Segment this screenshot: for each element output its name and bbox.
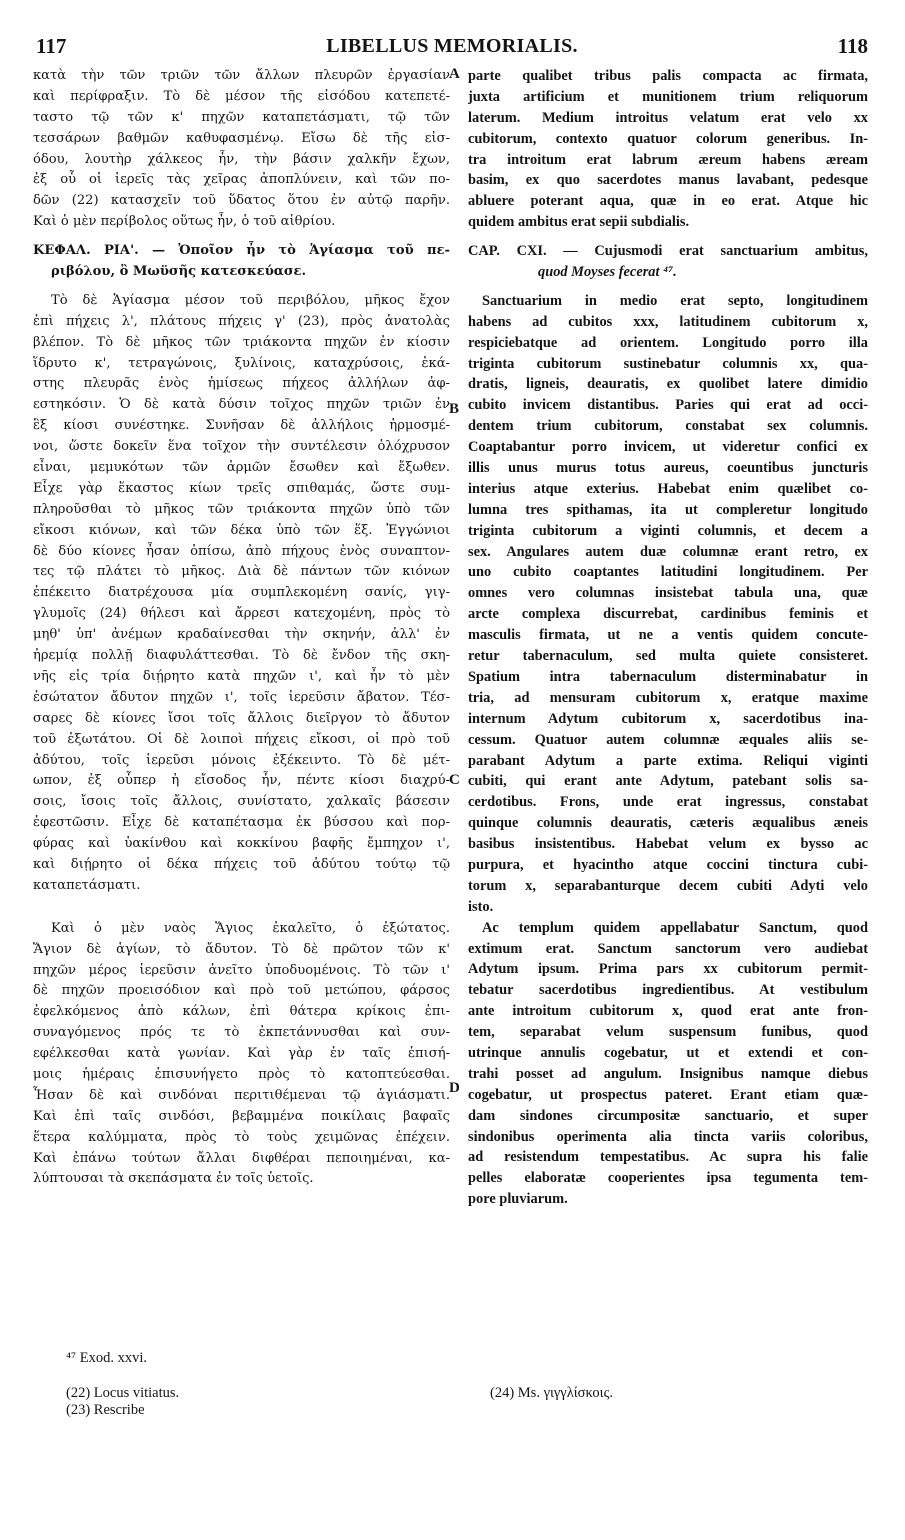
- text-line: φύρας καὶ ὑακίνθου καὶ κοκκίνου βαφῆς ἔμπηχον ι',: [33, 836, 450, 852]
- text-line: tem, separabat velum suspensum funibus, quod: [468, 1024, 868, 1041]
- text-line: Καὶ ὁ μὲν ναὸς Ἅγιος ἐκαλεῖτο, ὁ ἐξώτατος.: [51, 920, 450, 936]
- text-line: δὲ δύο κίονες ἦσαν ὀπίσω, ἀπὸ πήχους ἑνὸς συναπτον-: [33, 543, 450, 559]
- text-line: uno cubito coaptantes latitudini longitudinem. Per: [468, 564, 868, 581]
- text-line: Adytum ipsum. Prima pars xx cubitorum permit-: [468, 961, 868, 978]
- text-line: cessum. Quatuor autem columnæ æquales aliis se-: [468, 731, 868, 748]
- text-line: ωπον, ἐξ οὗπερ ἡ εἴσοδος ἦν, πέντε κίοσι διαχρύ-: [33, 773, 450, 789]
- text-line: quidem ambitus erat sepii subdialis.: [468, 214, 690, 231]
- text-line: cubito invicem distantibus. Paries qui erat ad occi-: [468, 397, 868, 414]
- footnote-24: (24) Ms. γιγγλίσκοις.: [490, 1385, 613, 1401]
- text-line: Καὶ ὁ μὲν περίβολος οὕτως ἦν, ὁ τοῦ αἰθρίου.: [33, 214, 336, 230]
- footnote-22: (22) Locus vitiatus.: [66, 1385, 180, 1401]
- text-line: Καὶ ἐπὶ ταῖς σινδόσι, βεβαμμένα ποικίλαις βαφαῖς: [33, 1108, 450, 1124]
- margin-letter: D: [449, 1080, 460, 1096]
- text-line: juxta artificium et munitionem trium reliquorum: [468, 88, 868, 105]
- text-line: ἓξ κίοσι συνέστηκε. Συνῆσαν δὲ ἀλλήλοις ἡρμοσμέ-: [33, 418, 450, 434]
- text-line: torum x, separabanturque decem cubiti Adyti velo: [468, 877, 868, 894]
- text-line: respiciebatque ad orientem. Longitudo porro illa: [468, 334, 868, 351]
- greek-column: [33, 66, 450, 1190]
- page-number-right: 118: [837, 34, 868, 58]
- text-line: cubiti, qui erant ante Adytum, patebant solis sa-: [468, 773, 868, 790]
- text-line: εἴκοσι κιόνων, καὶ τῶν δέκα ὑπὸ τῶν ἕξ. Ἐγγώνιοι: [33, 522, 450, 538]
- text-line: omnes vero columnas insistebat tabula una, quæ: [468, 585, 868, 602]
- footnote-23: (23) Rescribe: [66, 1402, 145, 1418]
- text-line: γλυμοῖς (24) θήλεσι καὶ ἄρρεσι κατεχομένη, πρὸς τὸ: [33, 606, 450, 622]
- text-line: illis unus murus totus aureus, coeuntibus juncturis: [468, 460, 868, 477]
- text-line: μοις ἡμέραις ἐπισυνήγετο πρὸς τὸ κατοπτεύεσθαι.: [33, 1066, 450, 1082]
- text-line: trahi posset ad angulum. Insignibus namque diebus: [468, 1065, 868, 1082]
- text-line: ἐσώτατον ἄδυτον πηχῶν ι', τοῖς ἱερεῦσιν ἄβατον. Τέσ-: [33, 689, 450, 705]
- text-line: sindonibus operimenta alia tincta variis coloribus,: [468, 1128, 868, 1145]
- text-line: tebatur sacerdotibus ingredientibus. At vestibulum: [468, 982, 868, 999]
- text-line: sex. Angulares autem duæ columnæ erant retro, ex: [468, 543, 868, 560]
- margin-letter: A: [449, 66, 460, 82]
- text-line: tra introitum erat labrum æreum habens æream: [468, 151, 868, 168]
- text-line: καὶ διῄρητο οἱ δέκα πήχεις τοῦ ἀδύτου τούτῳ τῷ: [33, 856, 450, 872]
- text-line: ἐφεστῶσιν. Εἶχε δὲ καταπέτασμα ἐκ βύσσου καὶ πορ-: [33, 815, 450, 831]
- text-line: arcte complexa discurrebat, cardinibus feminis et: [468, 606, 868, 623]
- footnote-reference: ⁴⁷ Exod. xxvi.: [66, 1350, 147, 1366]
- text-line: ante introitum cubitorum x, quod erat ante fron-: [468, 1003, 868, 1020]
- text-line: όδου, λουτὴρ χάλκεος ἦν, τὴν βάσιν χαλκῆν ἔχων,: [33, 151, 450, 167]
- text-line: δῶν (22) κατασχεῖν τοῦ ὕδατος ὅτου ἐν αὐτῷ παρῆν.: [33, 193, 450, 209]
- text-line: triginta cubitorum sustinebatur columnis xx, qua-: [468, 355, 868, 372]
- margin-letter: C: [449, 772, 460, 788]
- text-line: εστηκόσιν. Ὁ δὲ κατὰ δύσιν τοῖχος πηχῶν τριῶν ἐν: [33, 397, 450, 413]
- text-line: εφέλκεσθαι κατὰ γωνίαν. Καὶ γὰρ ἐν ταῖς ἐπισή-: [33, 1046, 450, 1062]
- page-number-left: 117: [36, 34, 67, 58]
- text-line: μηθ' ὑπ' ἀνέμων κραδαίνεσθαι τὴν σκηνήν, ἀλλ' ἐν: [33, 627, 450, 643]
- text-line: triginta cubitorum a viginti columnis, et decem a: [468, 522, 868, 539]
- text-line: dentem trium cubitorum, constabat sex columnis.: [468, 418, 868, 435]
- latin-column: [468, 66, 868, 1210]
- text-line: Spatium intra tabernaculum disterminabatur in: [468, 668, 868, 685]
- text-line: κατὰ τὴν τῶν τριῶν τῶν ἄλλων πλευρῶν ἐργασίαν: [33, 68, 450, 83]
- text-line: habens ad cubitos xxx, latitudinem cubitorum x,: [468, 313, 868, 330]
- text-line: καταπετάσματι.: [33, 877, 141, 893]
- text-line: cogebatur, ut prospectus pateret. Erant etiam quæ-: [468, 1086, 868, 1103]
- text-line: ad resistendum tempestatibus. Ac supra his falie: [468, 1149, 868, 1166]
- text-line: Ac templum quidem appellabatur Sanctum, quod: [482, 919, 868, 936]
- text-line: abluere poterant aqua, quæ in eo erat. Atque hic: [468, 193, 868, 210]
- text-line: στης πλευρᾶς ἑνὸς ἡμίσεως πήχεος ἀλλήλων ἀφ-: [33, 376, 450, 392]
- text-line: Εἶχε γὰρ ἕκαστος κίων τρεῖς σπιθαμάς, ὥστε συμ-: [33, 480, 450, 496]
- text-line: pore pluviarum.: [468, 1191, 568, 1208]
- text-line: ἵδρυτο κ', τετραγώνοις, ξυλίνοις, καταχρύσοις, ἑκά-: [33, 355, 450, 371]
- text-line: pelles elaboratæ cooperientes ipsa tegumenta tem-: [468, 1170, 868, 1187]
- running-title: LIBELLUS MEMORIALIS.: [326, 35, 578, 57]
- text-line: σαρες δὲ κίονες ἴσοι τοῖς ἄλλοις διεῖργον τὸ ἄδυτον: [33, 710, 450, 726]
- text-line: Τὸ δὲ Ἁγίασμα μέσον τοῦ περιβόλου, μῆκος ἔχον: [51, 292, 450, 308]
- text-line: tria, ad mensuram cubitorum x, eratque maxime: [468, 689, 868, 706]
- text-line: ἐφελκόμενος ἀπὸ κάλων, ἐπὶ θάτερα κρίκοις ἐπι-: [33, 1004, 450, 1020]
- text-line: masculis firmata, ut ne a ventis quidem concute-: [468, 627, 868, 644]
- text-line: basim, ex quo sacerdotes manus lavabant, pedesque: [468, 172, 868, 189]
- text-line: ταστο τῷ τῶν κ' πηχῶν καταπετάσματι, τῷ τῶν: [33, 109, 450, 125]
- text-line: quinque columnis deauratis, cæteris æqualibus æneis: [468, 815, 868, 832]
- page-header: [36, 34, 868, 64]
- text-line: ἕτερα καλύμματα, πρὸς τὸ τοὺς χειμῶνας ἐπέχειν.: [33, 1129, 450, 1145]
- text-line: lumna tres spithamas, ita ut compleretur longitudo: [468, 501, 868, 518]
- text-line: ἐπέκειτο διατρέχουσα μία συμπλεκομένη σανίς, γιγ-: [33, 585, 450, 601]
- text-line: interius atque exterius. Habebat enim quælibet co-: [468, 480, 868, 497]
- text-line: συναγόμενος πρός τε τὸ ἐκπετάννυσθαι καὶ συν-: [33, 1025, 450, 1041]
- text-line: καὶ περίφραξιν. Τὸ δὲ μέσον τῆς εἰσόδου κατεπετέ-: [33, 88, 450, 104]
- text-line: Ἦσαν δὲ καὶ σινδόναι περιτιθέμεναι τῷ ἁγιάσματι.: [33, 1087, 450, 1103]
- text-line: ἐπὶ πήχεις λ', πλάτους πήχεις γ' (23), πρὸς ἀνατολὰς: [33, 313, 450, 329]
- text-line: ἠρεμίᾳ πολλῇ διαφυλάττεσθαι. Τὸ δὲ ἔνδον τῆς σκη-: [33, 648, 450, 664]
- text-line: laterum. Medium introitus velatum erat velo xx: [468, 109, 868, 126]
- text-line: δὲ πηχῶν προεισόδιον καὶ πρὸ τοῦ μετώπου, φάρσος: [33, 983, 450, 999]
- text-line: parabant Adytum a parte extima. Reliqui viginti: [468, 752, 868, 769]
- text-line: νῆς εἰς τρία διῄρητο κατὰ πηχῶν ι', καὶ ἦν τὸ μὲν: [33, 668, 450, 684]
- text-line: extimum erat. Sanctum sanctorum vero audiebat: [468, 940, 868, 957]
- text-line: νοι, ὥστε δοκεῖν ἕνα τοῖχον τὴν συντέλεσιν ὁλόχρυσον: [33, 439, 450, 455]
- text-line: dam sindones circumpositæ sanctuario, et super: [468, 1107, 868, 1124]
- text-line: cubitorum, contexto quatuor colorum generibus. In-: [468, 130, 868, 147]
- text-line: Sanctuarium in medio erat septo, longitudinem: [482, 292, 868, 309]
- text-line: utrinque annulis cogebatur, ut et extendi et con-: [468, 1044, 868, 1061]
- text-line: τεσσάρων βαθμῶν καθυφασμένῳ. Εἴσω δὲ τῆς εἰσ-: [33, 130, 450, 146]
- chapter-heading: ριβόλου, ὃ Μωϋσῆς κατεσκεύασε.: [51, 264, 307, 280]
- text-line: internum Adytum cubitorum x, sacerdotibus ina-: [468, 710, 868, 727]
- margin-letter: B: [449, 401, 460, 417]
- text-line: πηχῶν μέρος ἱερεῦσιν ἀνεῖτο ὑποδυομένοις. Τὸ τῶν ι': [33, 962, 450, 978]
- text-line: ἐξ οὗ οἱ ἱερεῖς τὰς χεῖρας ἀποπλύνειν, καὶ τῶν πο-: [33, 172, 450, 188]
- text-line: Καὶ ἐπάνω τούτων ἄλλαι διφθέραι πεποιημέναι, κα-: [33, 1150, 450, 1166]
- text-line: πληροῦσθαι τὸ μῆκος τῶν τριάκοντα πηχῶν ὑπὸ τῶν: [33, 501, 450, 517]
- text-line: Ἅγιον δὲ ἁγίων, τὸ ἄδυτον. Τὸ δὲ πρῶτον τῶν κ': [33, 941, 450, 957]
- text-line: dratis, ligneis, deauratis, ex quolibet latere dimidio: [468, 376, 868, 393]
- chapter-heading: quod Moyses fecerat ⁴⁷.: [538, 264, 677, 281]
- text-line: βλέπον. Τὸ δὲ μῆκος τῶν τριάκοντα πηχῶν ἐν κίοσιν: [33, 334, 450, 350]
- text-line: τοῦ ἐξωτάτου. Οἱ δὲ λοιποὶ πήχεις εἴκοσι, οἱ πρὸ τοῦ: [33, 731, 450, 747]
- chapter-heading: CAP. CXI. — Cujusmodi erat sanctuarium ambitus,: [468, 243, 868, 260]
- text-line: retur tabernaculum, sed multa quiete consisteret.: [468, 648, 868, 665]
- text-line: purpura, et hyacintho atque coccini tinctura cubi-: [468, 856, 868, 873]
- text-line: basibus insistentibus. Habebat velum ex bysso ac: [468, 836, 868, 853]
- text-line: cerdotibus. Frons, unde erat ingressus, constabat: [468, 794, 868, 811]
- text-line: λύπτουσαι τὰ σκεπάσματα ἐν τοῖς ὑετοῖς.: [33, 1171, 314, 1187]
- text-line: Coaptabantur porro invicem, ut videretur confici ex: [468, 439, 868, 456]
- text-line: σοις, ἴσοις τοῖς ἄλλοις, συνίστατο, χαλκαῖς βάσεσιν: [33, 794, 450, 810]
- text-line: parte qualibet tribus palis compacta ac firmata,: [468, 68, 868, 84]
- text-line: τες τῷ πλάτει τὸ μῆκος. Διὰ δὲ πάντων τῶν κιόνων: [33, 564, 450, 580]
- chapter-heading: ΚΕΦΑΛ. ΡΙΑ'. — Ὁποῖον ἦν τὸ Ἁγίασμα τοῦ πε-: [33, 243, 450, 259]
- text-line: ἀδύτου, τοῖς ἱερεῦσι μόνοις ἐξέκειντο. Τὸ δὲ μέτ-: [33, 752, 450, 768]
- text-line: εἶναι, μεμυκότων τῶν ἁρμῶν ἔσωθεν καὶ ἔξωθεν.: [33, 460, 450, 476]
- text-line: isto.: [468, 898, 494, 915]
